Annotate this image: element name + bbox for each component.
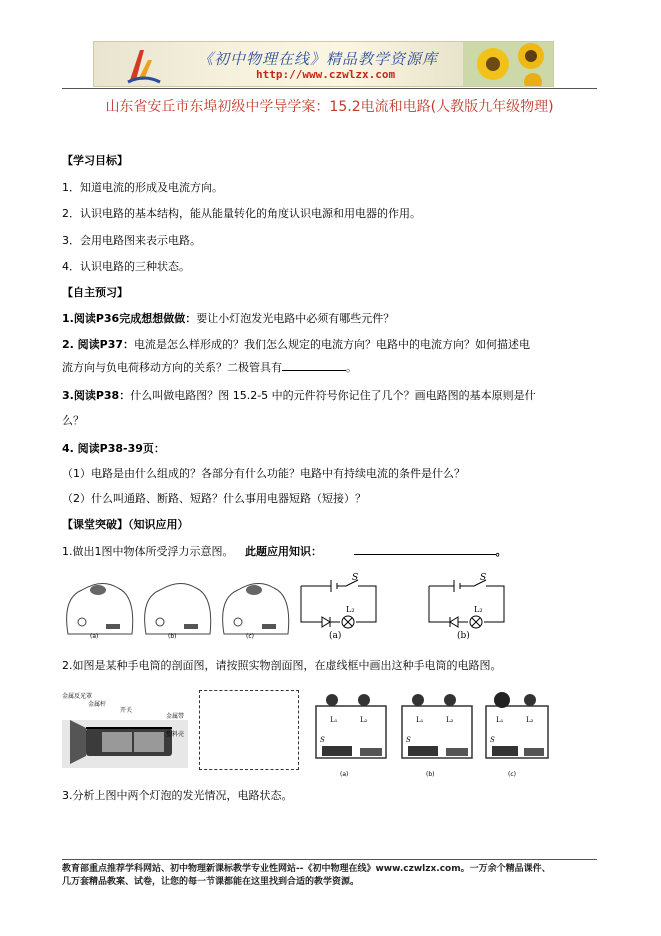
photo-caption: (a) — [340, 771, 349, 778]
class-question-2: 2.如图是某种手电筒的剖面图，请按照实物剖面图，在虚线框中画出这种手电筒的电路图。 — [62, 659, 502, 672]
footer-rule — [62, 859, 597, 860]
preview-question-1 — [62, 312, 394, 326]
lamp-photo-b — [402, 694, 472, 778]
figure-label: (b) — [168, 633, 177, 640]
preview-question-2 — [62, 338, 530, 352]
preview-question-2-cont — [62, 361, 357, 375]
photo-caption: (c) — [508, 771, 516, 778]
class-question-3: 3.分析上图中两个灯泡的发光情况，电路状态。 — [62, 789, 293, 802]
header-rule — [62, 88, 597, 89]
objective-item: 1．知道电流的形成及电流方向。 — [62, 181, 223, 194]
photo-label: S — [406, 736, 411, 744]
preview-question-4: 4. 阅读P38-39页： — [62, 442, 165, 455]
header-banner — [93, 41, 554, 87]
question-label: 2. 阅读P37： — [62, 338, 135, 351]
preview-question-3-cont: 么？ — [62, 414, 84, 427]
objective-item: 4．认识电路的三种状态。 — [62, 260, 190, 273]
drawing-area[interactable] — [199, 690, 299, 770]
photo-caption: (b) — [426, 771, 435, 778]
photo-label: L₂ — [446, 716, 454, 724]
float-figure-b — [145, 583, 211, 640]
question-label: 3.阅读P38： — [62, 389, 131, 402]
circuit-caption: (b) — [457, 631, 470, 641]
banner-title: 《初中物理在线》精品教学资源库 — [198, 50, 439, 68]
flashlight-label: 金属反光罩 — [62, 693, 93, 700]
circuit-diagram-b — [424, 572, 510, 642]
lamp-photo-c — [486, 692, 548, 778]
preview-question-3 — [62, 389, 536, 403]
lamp-circuit-photos — [312, 686, 552, 780]
site-logo-icon — [124, 46, 164, 84]
flashlight-label: 金属带 — [166, 713, 185, 720]
float-figure-a — [67, 583, 133, 640]
flashlight-label: 金属杆 — [88, 701, 107, 708]
photo-label: L₂ — [360, 716, 368, 724]
figure-label: (a) — [90, 633, 99, 640]
sunflower-icon — [463, 42, 553, 87]
document-title: 山东省安丘市东埠初级中学导学案：15.2电流和电路(人教版九年级物理) — [105, 99, 554, 115]
objective-item: 2．认识电路的基本结构，能从能量转化的角度认识电源和用电器的作用。 — [62, 207, 421, 220]
question-text: 电流是怎么样形成的？我们怎么规定的电流方向？电路中的电流方向？如何描述电 — [134, 338, 531, 351]
answer-blank[interactable] — [354, 554, 496, 555]
answer-blank[interactable] — [282, 370, 346, 371]
question-end: 。 — [346, 361, 357, 374]
photo-label: S — [320, 736, 325, 744]
circuit-caption: (a) — [329, 631, 342, 641]
preview-heading: 【自主预习】 — [62, 286, 128, 299]
figure-label: (c) — [246, 633, 254, 640]
preview-question-4-item: （1）电路是由什么组成的？各部分有什么功能？电路中有持续电流的条件是什么？ — [62, 467, 465, 480]
objective-item: 3．会用电路图来表示电路。 — [62, 234, 201, 247]
photo-label: L₁ — [496, 716, 504, 724]
lamp-label: L₂ — [474, 605, 483, 614]
lamp-photo-a — [316, 694, 386, 778]
footer-line: 几万套精品教案、试卷，让您的每一节课都能在这里找到合适的教学资源。 — [62, 877, 360, 887]
float-force-figures — [62, 578, 294, 640]
switch-label: S — [352, 573, 359, 583]
flashlight-cross-section — [62, 690, 190, 770]
objectives-heading: 【学习目标】 — [62, 154, 128, 167]
question-end: 。 — [495, 545, 507, 558]
circuit-diagram-a — [296, 572, 382, 642]
footer — [62, 863, 602, 889]
flashlight-label: 塑料壳 — [166, 731, 185, 738]
preview-question-4-item: （2）什么叫通路、断路、短路？什么事用电器短路（短接）？ — [62, 492, 366, 505]
question-text: 要让小灯泡发光电路中必须有哪些元件？ — [196, 312, 395, 325]
banner-url: http://www.czwlzx.com — [256, 68, 396, 81]
question-text: 什么叫做电路图？图 15.2-5 中的元件符号你记住了几个？画电路图的基本原则是什 — [130, 389, 536, 402]
photo-label: L₁ — [330, 716, 338, 724]
question-label: 1.阅读P36完成想想做做： — [62, 312, 197, 325]
question-text: 1.做出1图中物体所受浮力示意图。 — [62, 545, 234, 558]
photo-label: S — [490, 736, 495, 744]
flashlight-label: 开关 — [120, 707, 133, 714]
class-question-1 — [62, 545, 507, 559]
float-figure-c — [223, 583, 289, 640]
question-label: 此题应用知识： — [245, 545, 322, 558]
switch-label: S — [480, 573, 487, 583]
question-text: 流方向与负电荷移动方向的关系？二极管具有 — [62, 361, 282, 374]
lamp-label: L₂ — [346, 605, 355, 614]
photo-label: L₂ — [526, 716, 534, 724]
photo-label: L₁ — [416, 716, 424, 724]
class-heading: 【课堂突破】（知识应用） — [62, 518, 189, 531]
footer-line: 教育部重点推荐学科网站、初中物理新课标教学专业性网站--《初中物理在线》www.czwlzx.com。一万余个精品课件、 — [62, 864, 551, 874]
